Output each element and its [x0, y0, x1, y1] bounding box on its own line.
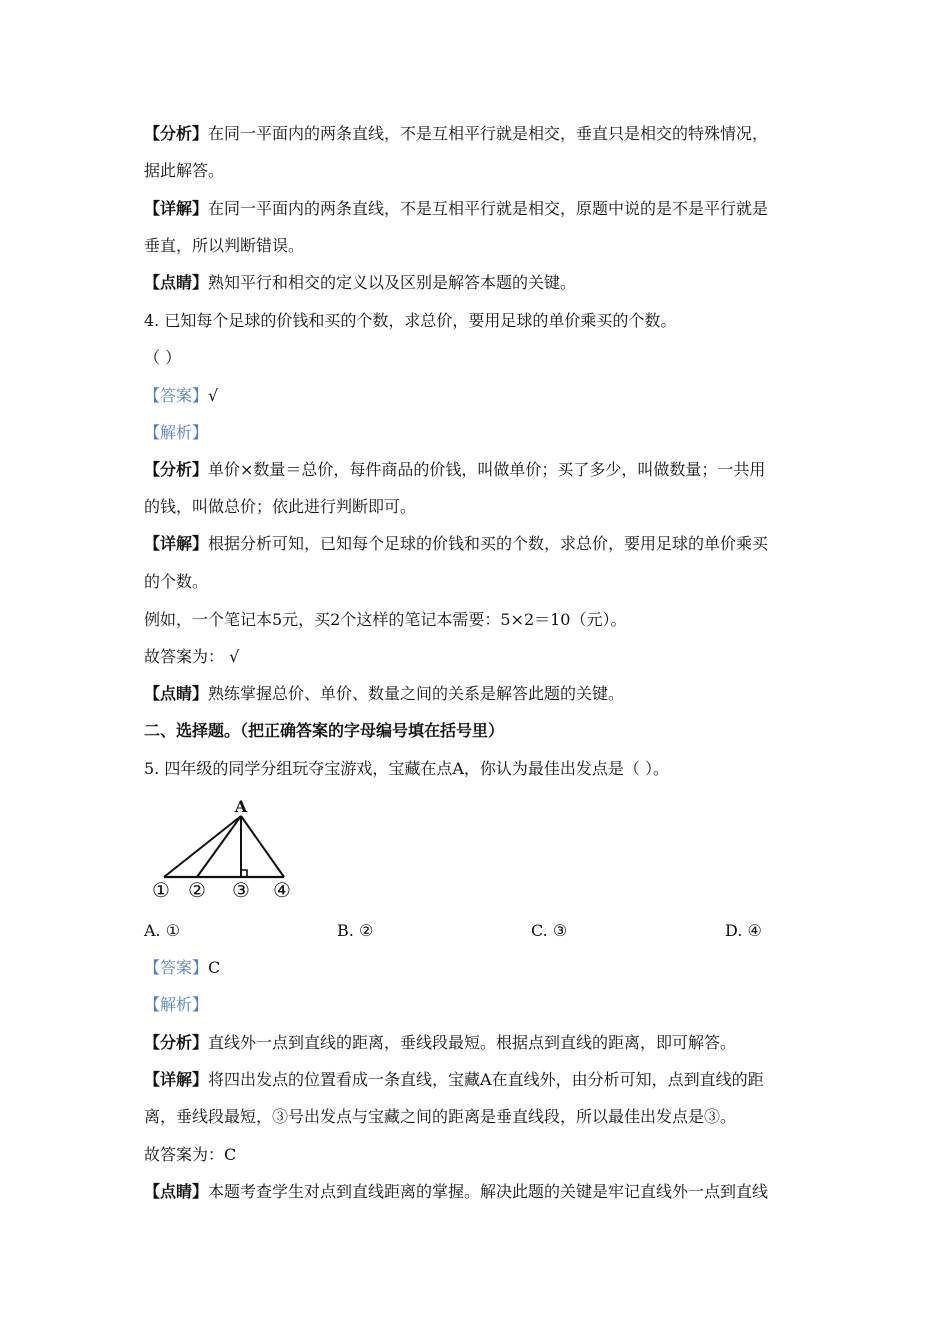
- q5-final-answer: 故答案为：C: [144, 1145, 237, 1164]
- answer-value: C: [208, 958, 221, 977]
- q4-final-answer: 故答案为： √: [144, 647, 240, 666]
- comment-text: 熟知平行和相交的定义以及区别是解答本题的关键。: [208, 273, 577, 292]
- q4-question: 4. 已知每个足球的价钱和买的个数，求总价，要用足球的单价乘买的个数。: [144, 311, 677, 330]
- detail-text: 在同一平面内的两条直线，不是互相平行就是相交，原题中说的是不是平行就是: [208, 199, 769, 218]
- detail-text: 根据分析可知，已知每个足球的价钱和买的个数，求总价，要用足球的单价乘买: [208, 534, 769, 553]
- detail-tag: 【详解】: [144, 1070, 209, 1089]
- option-c: [531, 920, 567, 942]
- q4-comment-line: [144, 683, 814, 705]
- q3-analysis-line-2: 据此解答。: [144, 161, 225, 180]
- option-letter: A.: [144, 921, 161, 940]
- q4-detail-line-1: [144, 533, 814, 555]
- q4-answer-blank: （ ）: [144, 348, 182, 367]
- answer-tag: 【答案】: [144, 386, 209, 405]
- option-value: ①: [165, 921, 181, 940]
- point-label-4: ④: [273, 878, 291, 902]
- option-value: ④: [747, 921, 762, 940]
- line-a-to-4: [241, 816, 284, 877]
- q5-triangle-figure: [146, 796, 296, 906]
- option-a: [144, 920, 180, 942]
- analysis-tag: 【分析】: [144, 1033, 209, 1052]
- q5-explain-tag: 【解析】: [144, 995, 209, 1014]
- q3-analysis-line-1: [144, 123, 814, 145]
- analysis-tag: 【分析】: [144, 460, 209, 479]
- q5-comment-line: [144, 1181, 814, 1203]
- comment-tag: 【点睛】: [144, 273, 209, 292]
- analysis-tag: 【分析】: [144, 124, 209, 143]
- detail-tag: 【详解】: [144, 199, 209, 218]
- analysis-text: 直线外一点到直线的距离，垂线段最短。根据点到直线的距离，即可解答。: [208, 1033, 737, 1052]
- answer-tag: 【答案】: [144, 958, 209, 977]
- detail-text: 将四出发点的位置看成一条直线，宝藏A在直线外，由分析可知，点到直线的距: [208, 1070, 764, 1089]
- option-letter: D.: [725, 921, 743, 940]
- section-heading: 二、选择题。（把正确答案的字母编号填在括号里）: [144, 721, 505, 740]
- q4-analysis-line-2: 的钱，叫做总价；依此进行判断即可。: [144, 497, 417, 516]
- comment-text: 本题考查学生对点到直线距离的掌握。解决此题的关键是牢记直线外一点到直线: [208, 1182, 769, 1201]
- q3-detail-line-1: [144, 198, 814, 220]
- option-letter: C.: [531, 921, 548, 940]
- point-label-3: ③: [232, 878, 250, 902]
- q3-comment-line: [144, 272, 814, 294]
- answer-value: √: [208, 386, 219, 405]
- comment-text: 熟练掌握总价、单价、数量之间的关系是解答此题的关键。: [208, 684, 625, 703]
- q4-analysis-line-1: [144, 459, 814, 481]
- q4-explain-tag: 【解析】: [144, 423, 209, 442]
- analysis-text: 单价×数量＝总价，每件商品的价钱，叫做单价；买了多少，叫做数量；一共用: [208, 460, 766, 479]
- q4-answer-line: [144, 385, 814, 407]
- option-d: [725, 920, 762, 942]
- option-value: ②: [358, 921, 374, 940]
- comment-tag: 【点睛】: [144, 1182, 209, 1201]
- point-label-1: ①: [152, 878, 170, 902]
- option-b: [337, 920, 373, 942]
- q4-example: 例如，一个笔记本5元，买2个这样的笔记本需要：5×2＝10（元）。: [144, 610, 627, 629]
- q3-detail-line-2: 垂直，所以判断错误。: [144, 236, 305, 255]
- point-label-2: ②: [188, 878, 206, 902]
- analysis-text: 在同一平面内的两条直线，不是互相平行就是相交，垂直只是相交的特殊情况，: [208, 124, 769, 143]
- q5-analysis-line: [144, 1032, 814, 1054]
- option-letter: B.: [337, 921, 354, 940]
- q5-detail-line-2: 离，垂线段最短，③号出发点与宝藏之间的距离是垂直线段，所以最佳出发点是③。: [144, 1107, 737, 1126]
- detail-tag: 【详解】: [144, 534, 209, 553]
- q5-question: 5. 四年级的同学分组玩夺宝游戏，宝藏在点A，你认为最佳出发点是（ ）。: [144, 759, 669, 778]
- comment-tag: 【点睛】: [144, 684, 209, 703]
- q5-answer-line: [144, 957, 814, 979]
- q5-detail-line-1: [144, 1069, 814, 1091]
- apex-label: A: [234, 797, 248, 816]
- option-value: ③: [552, 921, 568, 940]
- q4-detail-line-2: 的个数。: [144, 572, 209, 591]
